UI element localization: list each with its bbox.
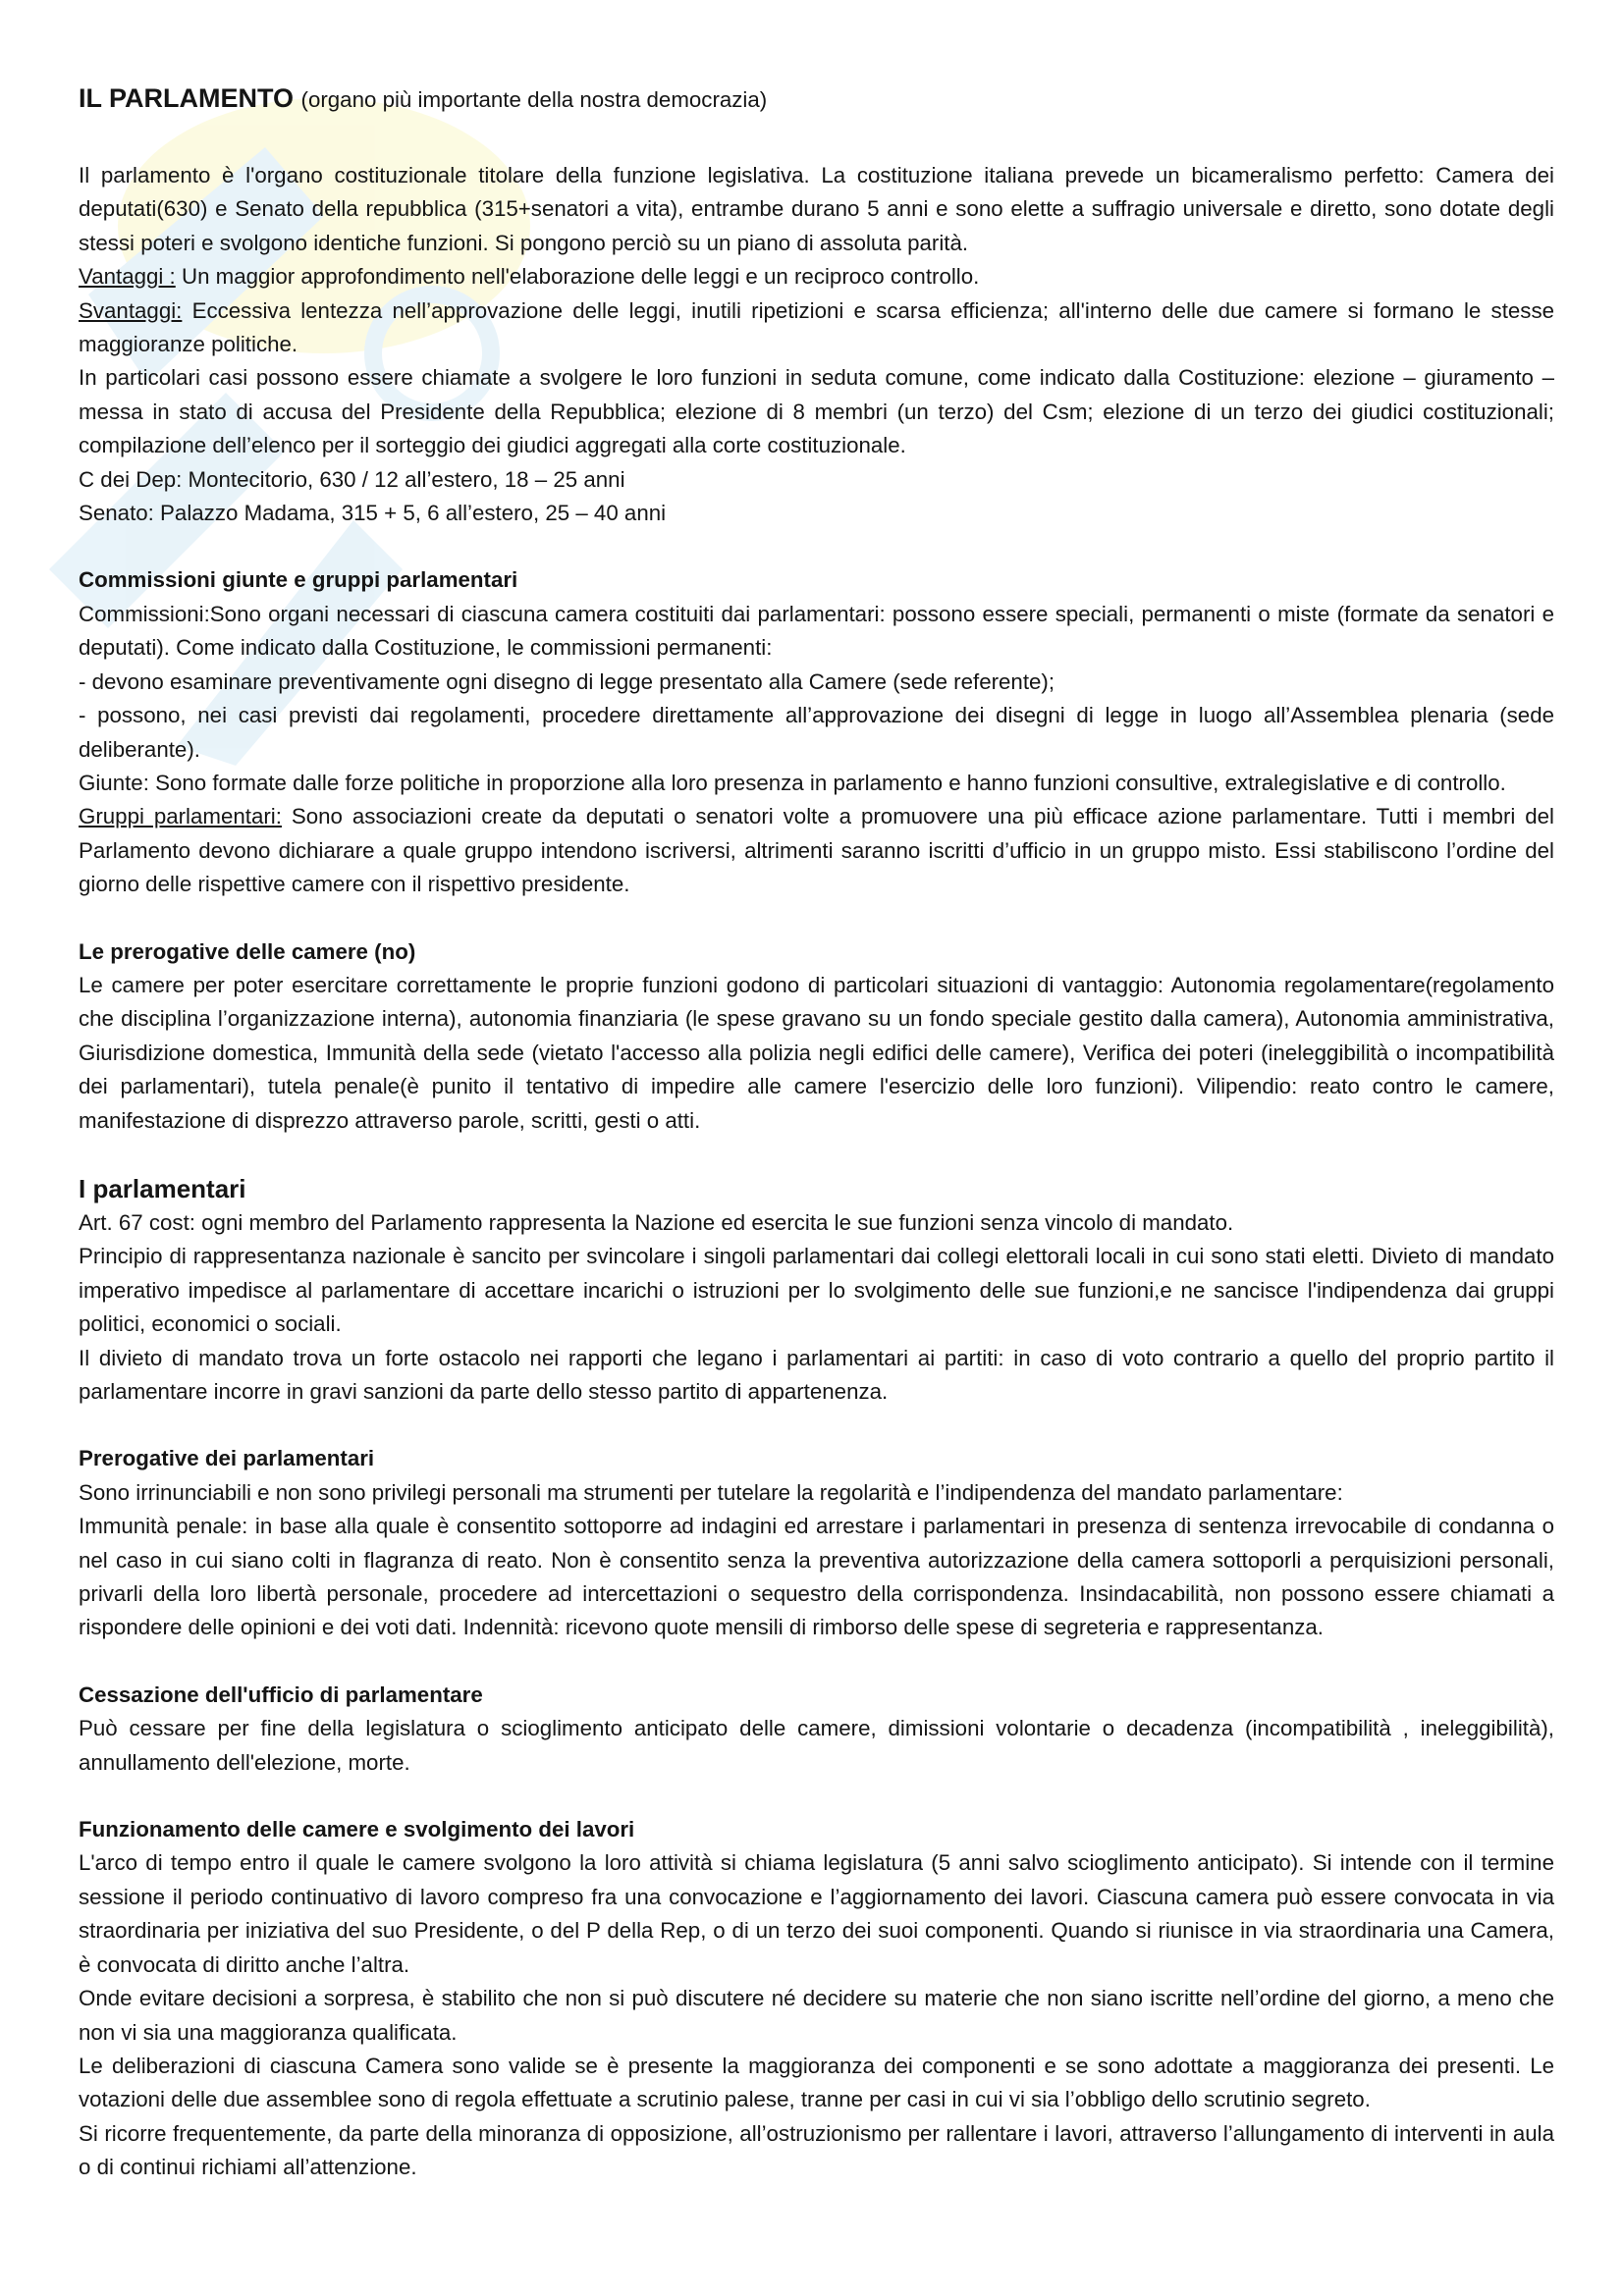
section-cessazione <box>79 1679 1554 1780</box>
ordine-giorno-paragraph: Onde evitare decisioni a sorpresa, è stabilito che non si può discutere né decidere su materie che non siano iscritte nell’ordine del giorno, a meno che non vi sia una maggioranza qualificata. <box>79 1986 1554 2045</box>
page-title <box>79 79 1554 120</box>
section-intro <box>79 159 1554 530</box>
vantaggi-text: Un maggior approfondimento nell'elaborazione delle leggi e un reciproco controllo. <box>175 264 980 290</box>
art67-paragraph: Art. 67 cost: ogni membro del Parlamento rappresenta la Nazione ed esercita le sue funzioni senza vincolo di mandato. <box>79 1209 1234 1235</box>
section-prerogative-camere <box>79 935 1554 1138</box>
ostruzionismo-paragraph: Si ricorre frequentemente, da parte della minoranza di opposizione, all’ostruzionismo per rallentare i lavori, attraverso l’allungamento di interventi in aula o di continui richiami all’attenzione. <box>79 2120 1554 2180</box>
gruppi-paragraph <box>79 800 1554 901</box>
prerogative-camere-heading: Le prerogative delle camere (no) <box>79 938 416 964</box>
title-subtitle: (organo più importante della nostra democrazia) <box>300 87 768 112</box>
parlamentari-heading: I parlamentari <box>79 1173 246 1203</box>
senato-line: Senato: Palazzo Madama, 315 + 5, 6 all’estero, 25 – 40 anni <box>79 501 667 526</box>
intro-paragraph: Il parlamento è l'organo costituzionale titolare della funzione legislativa. La costituzione italiana prevede un bicameralismo perfetto: Camera dei deputati(630) e Senato della repubblica (315+senatori a vita), entrambe durano 5 anni e sono elette a suffragio universale e diretto, sono dotate degli stessi poteri e svolgono identiche funzioni. Si pongono perciò su un piano di assoluta parità. <box>79 163 1554 255</box>
gruppi-text: Sono associazioni create da deputati o senatori volte a promuovere una più efficace azione parlamentare. Tutti i membri del Parlamento devono dichiarare a quale gruppo intendono iscriversi, altrimenti saranno iscritti d’ufficio in un gruppo misto. Essi stabiliscono l’ordine del giorno delle rispettive camere con il rispettivo presidente. <box>79 804 1554 897</box>
commissioni-item-1: - devono esaminare preventivamente ogni disegno di legge presentato alla Camere (sede referente); <box>79 668 1055 694</box>
svantaggi-label: Svantaggi: <box>79 297 183 323</box>
prerogative-camere-paragraph: Le camere per poter esercitare correttamente le proprie funzioni godono di particolari situazioni di vantaggio: Autonomia regolamentare(regolamento che disciplina l’organizzazione interna), autonomia finanziaria (le spese gravano su un fondo speciale gestito dalla camera), Autonomia amministrativa, Giurisdizione domestica, Immunità della sede (vietato l'accesso alla polizia negli edifici delle camere), Verifica dei poteri (ineleggibilità o incompatibilità dei parlamentari), tutela penale(è punito il tentativo di impedire alle camere l'esercizio delle loro funzioni). Vilipendio: reato contro le camere, manifestazione di disprezzo attraverso parole, scritti, gesti o atti. <box>79 972 1554 1133</box>
section-prerogative-parlamentari <box>79 1442 1554 1644</box>
commissioni-heading: Commissioni giunte e gruppi parlamentari <box>79 567 518 593</box>
cessazione-heading: Cessazione dell'ufficio di parlamentare <box>79 1682 483 1707</box>
svantaggi-line <box>79 294 1554 362</box>
divieto-mandato-paragraph: Il divieto di mandato trova un forte ostacolo nei rapporti che legano i parlamentari ai partiti: in caso di voto contrario a quello del proprio partito il parlamentare incorre in gravi sanzioni da parte dello stesso partito di appartenenza. <box>79 1345 1554 1404</box>
vantaggi-line <box>79 260 1554 294</box>
section-funzionamento <box>79 1813 1554 2184</box>
title-main: IL PARLAMENTO <box>79 83 295 113</box>
giunte-paragraph: Giunte: Sono formate dalle forze politiche in proporzione alla loro presenza in parlamento e hanno funzioni consultive, extralegislative e di controllo. <box>79 770 1506 795</box>
prerogative-parlamentari-heading: Prerogative dei parlamentari <box>79 1446 375 1471</box>
funzionamento-heading: Funzionamento delle camere e svolgimento dei lavori <box>79 1817 635 1842</box>
legislatura-paragraph: L'arco di tempo entro il quale le camere svolgono la loro attività si chiama legislatura (5 anni salvo scioglimento anticipato). Si intende con il termine sessione il periodo continuativo di lavoro compreso fra una convocazione e l’aggiornamento dei lavori. Ciascuna camera può essere convocata in via straordinaria per iniziativa del suo Presidente, o del P della Rep, o di un terzo dei suoi componenti. Quando si riunisce in via straordinaria una Camera, è convocata di diritto anche l’altra. <box>79 1850 1554 1977</box>
vantaggi-label: Vantaggi : <box>79 264 176 290</box>
cessazione-paragraph: Può cessare per fine della legislatura o scioglimento anticipato delle camere, dimissioni volontarie o decadenza (incompatibilità , ineleggibilità), annullamento dell'elezione, morte. <box>79 1716 1554 1775</box>
commissioni-paragraph: Commissioni:Sono organi necessari di ciascuna camera costituiti dai parlamentari: possono essere speciali, permanenti o miste (formate da senatori e deputati). Come indicato dalla Costituzione, le commissioni permanenti: <box>79 601 1554 661</box>
deliberazioni-paragraph: Le deliberazioni di ciascuna Camera sono valide se è presente la maggioranza dei componenti e se sono adottate a maggioranza dei presenti. Le votazioni delle due assemblee sono di regola effettuate a scrutinio palese, tranne per casi in cui vi sia l’obbligo dello scrutinio segreto. <box>79 2053 1554 2112</box>
commissioni-item-2: - possono, nei casi previsti dai regolamenti, procedere direttamente all’approvazione dei disegni di legge in luogo all’Assemblea plenaria (sede deliberante). <box>79 703 1554 762</box>
section-commissioni <box>79 563 1554 901</box>
gruppi-label: Gruppi parlamentari: <box>79 804 282 829</box>
camera-line: C dei Dep: Montecitorio, 630 / 12 all’estero, 18 – 25 anni <box>79 466 625 492</box>
seduta-comune-paragraph: In particolari casi possono essere chiamate a svolgere le loro funzioni in seduta comune, come indicato dalla Costituzione: elezione – giuramento – messa in stato di accusa del Presidente della Repubblica; elezione di 8 membri (un terzo) del Csm; elezione di un terzo dei giudici costituzionali; compilazione dell’elenco per il sorteggio dei giudici aggregati alla corte costituzionale. <box>79 365 1554 458</box>
svantaggi-text: Eccessiva lentezza nell’approvazione delle leggi, inutili ripetizioni e scarsa efficienza; all'interno delle due camere si formano le stesse maggioranze politiche. <box>79 297 1554 357</box>
immunita-paragraph: Immunità penale: in base alla quale è consentito sottoporre ad indagini ed arrestare i parlamentari in presenza di sentenza irrevocabile di condanna o nel caso in cui siano colti in flagranza di reato. Non è consentito senza la preventiva autorizzazione della camera sottoporli a perquisizioni personali, privarli della loro libertà personale, procedere ad intercettazioni o sequestro della corrispondenza. Insindacabilità, non possono essere chiamati a rispondere delle opinioni e dei voti dati. Indennità: ricevono quote mensili di rimborso delle spese di segreteria e rappresentanza. <box>79 1514 1554 1640</box>
prerogative-intro-paragraph: Sono irrinunciabili e non sono privilegi personali ma strumenti per tutelare la regolarità e l’indipendenza del mandato parlamentare: <box>79 1479 1343 1505</box>
rappresentanza-paragraph: Principio di rappresentanza nazionale è sancito per svincolare i singoli parlamentari dai collegi elettorali locali in cui sono stati eletti. Divieto di mandato imperativo impedisce al parlamentare di accettare incarichi o istruzioni per lo svolgimento delle sue funzioni,e ne sancisce l'indipendenza dai gruppi politici, economici o sociali. <box>79 1244 1554 1337</box>
section-parlamentari <box>79 1171 1554 1409</box>
